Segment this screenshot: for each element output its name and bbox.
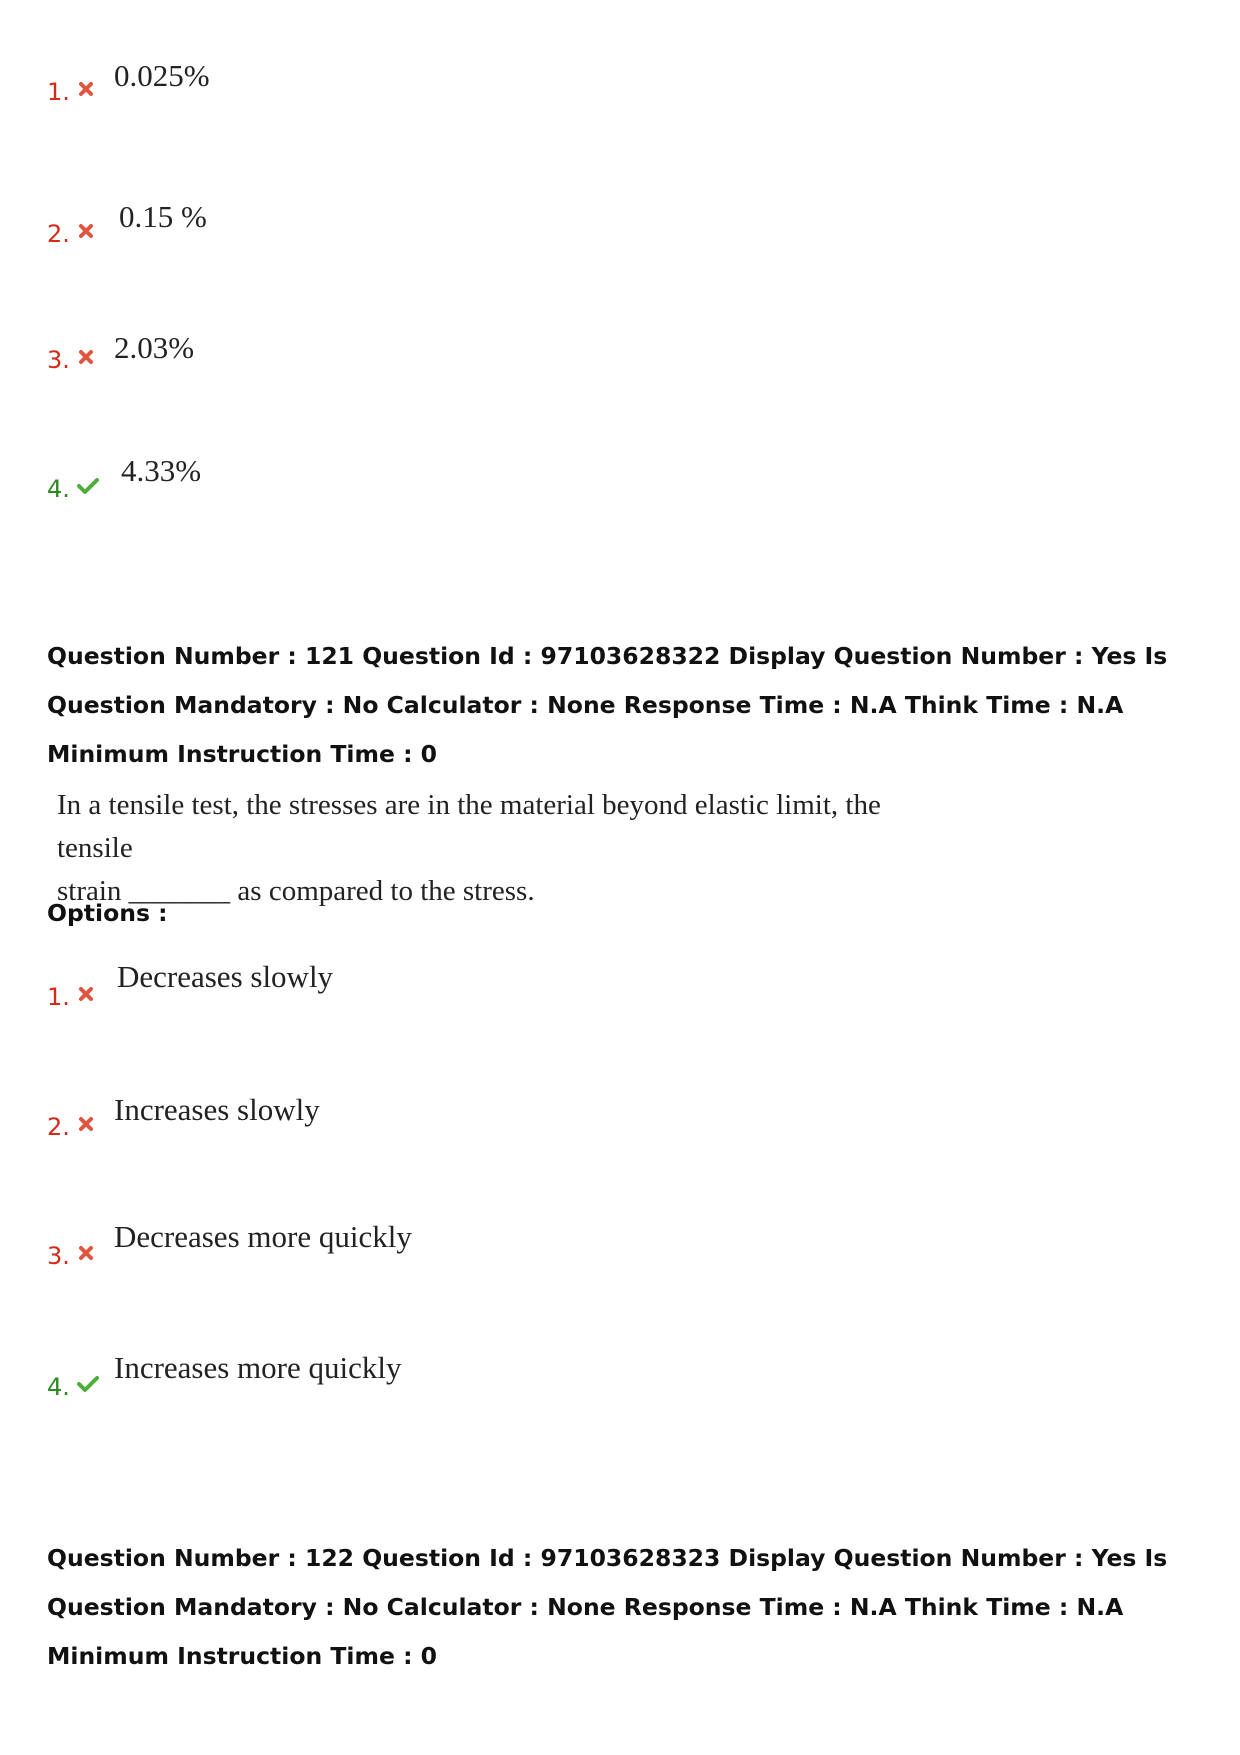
option-text: 4.33% bbox=[121, 453, 202, 488]
question-header: Question Number : 121 Question Id : 97103628322 Display Question Number : Yes Is Question Mandatory : No Calculator : None Response Time : N.A Think Time : N.A Minimum Instruction Time : 0 bbox=[47, 642, 1168, 768]
cross-icon bbox=[77, 985, 97, 1005]
question-header: Question Number : 122 Question Id : 97103628323 Display Question Number : Yes Is Question Mandatory : No Calculator : None Response Time : N.A Think Time : N.A Minimum Instruction Time : 0 bbox=[47, 1544, 1168, 1670]
option-text: Increases more quickly bbox=[114, 1350, 402, 1385]
question-text-line: strain _______ as compared to the stress. bbox=[57, 875, 535, 907]
cross-icon bbox=[77, 1244, 97, 1264]
option-number: 2. bbox=[47, 1113, 70, 1141]
option-number: 1. bbox=[47, 78, 70, 106]
question-text bbox=[57, 784, 957, 913]
option-number: 3. bbox=[47, 346, 70, 374]
cross-icon bbox=[77, 1115, 97, 1135]
option-text: Increases slowly bbox=[114, 1092, 320, 1127]
option-text: Decreases more quickly bbox=[114, 1219, 412, 1254]
option-text: Decreases slowly bbox=[117, 959, 334, 994]
question-text-line: In a tensile test, the stresses are in the material beyond elastic limit, the tensile bbox=[57, 789, 881, 864]
cross-icon bbox=[77, 80, 97, 100]
options-label: Options : bbox=[47, 899, 168, 927]
option-number: 2. bbox=[47, 220, 70, 248]
option-number: 3. bbox=[47, 1242, 70, 1270]
cross-icon bbox=[77, 348, 97, 368]
option-text: 0.15 % bbox=[119, 199, 207, 234]
option-number: 4. bbox=[47, 475, 70, 503]
check-icon bbox=[76, 477, 100, 497]
cross-icon bbox=[77, 222, 97, 242]
option-text: 2.03% bbox=[114, 330, 195, 365]
option-text: 0.025% bbox=[114, 58, 210, 93]
option-number: 1. bbox=[47, 983, 70, 1011]
check-icon bbox=[76, 1375, 100, 1395]
option-number: 4. bbox=[47, 1373, 70, 1401]
